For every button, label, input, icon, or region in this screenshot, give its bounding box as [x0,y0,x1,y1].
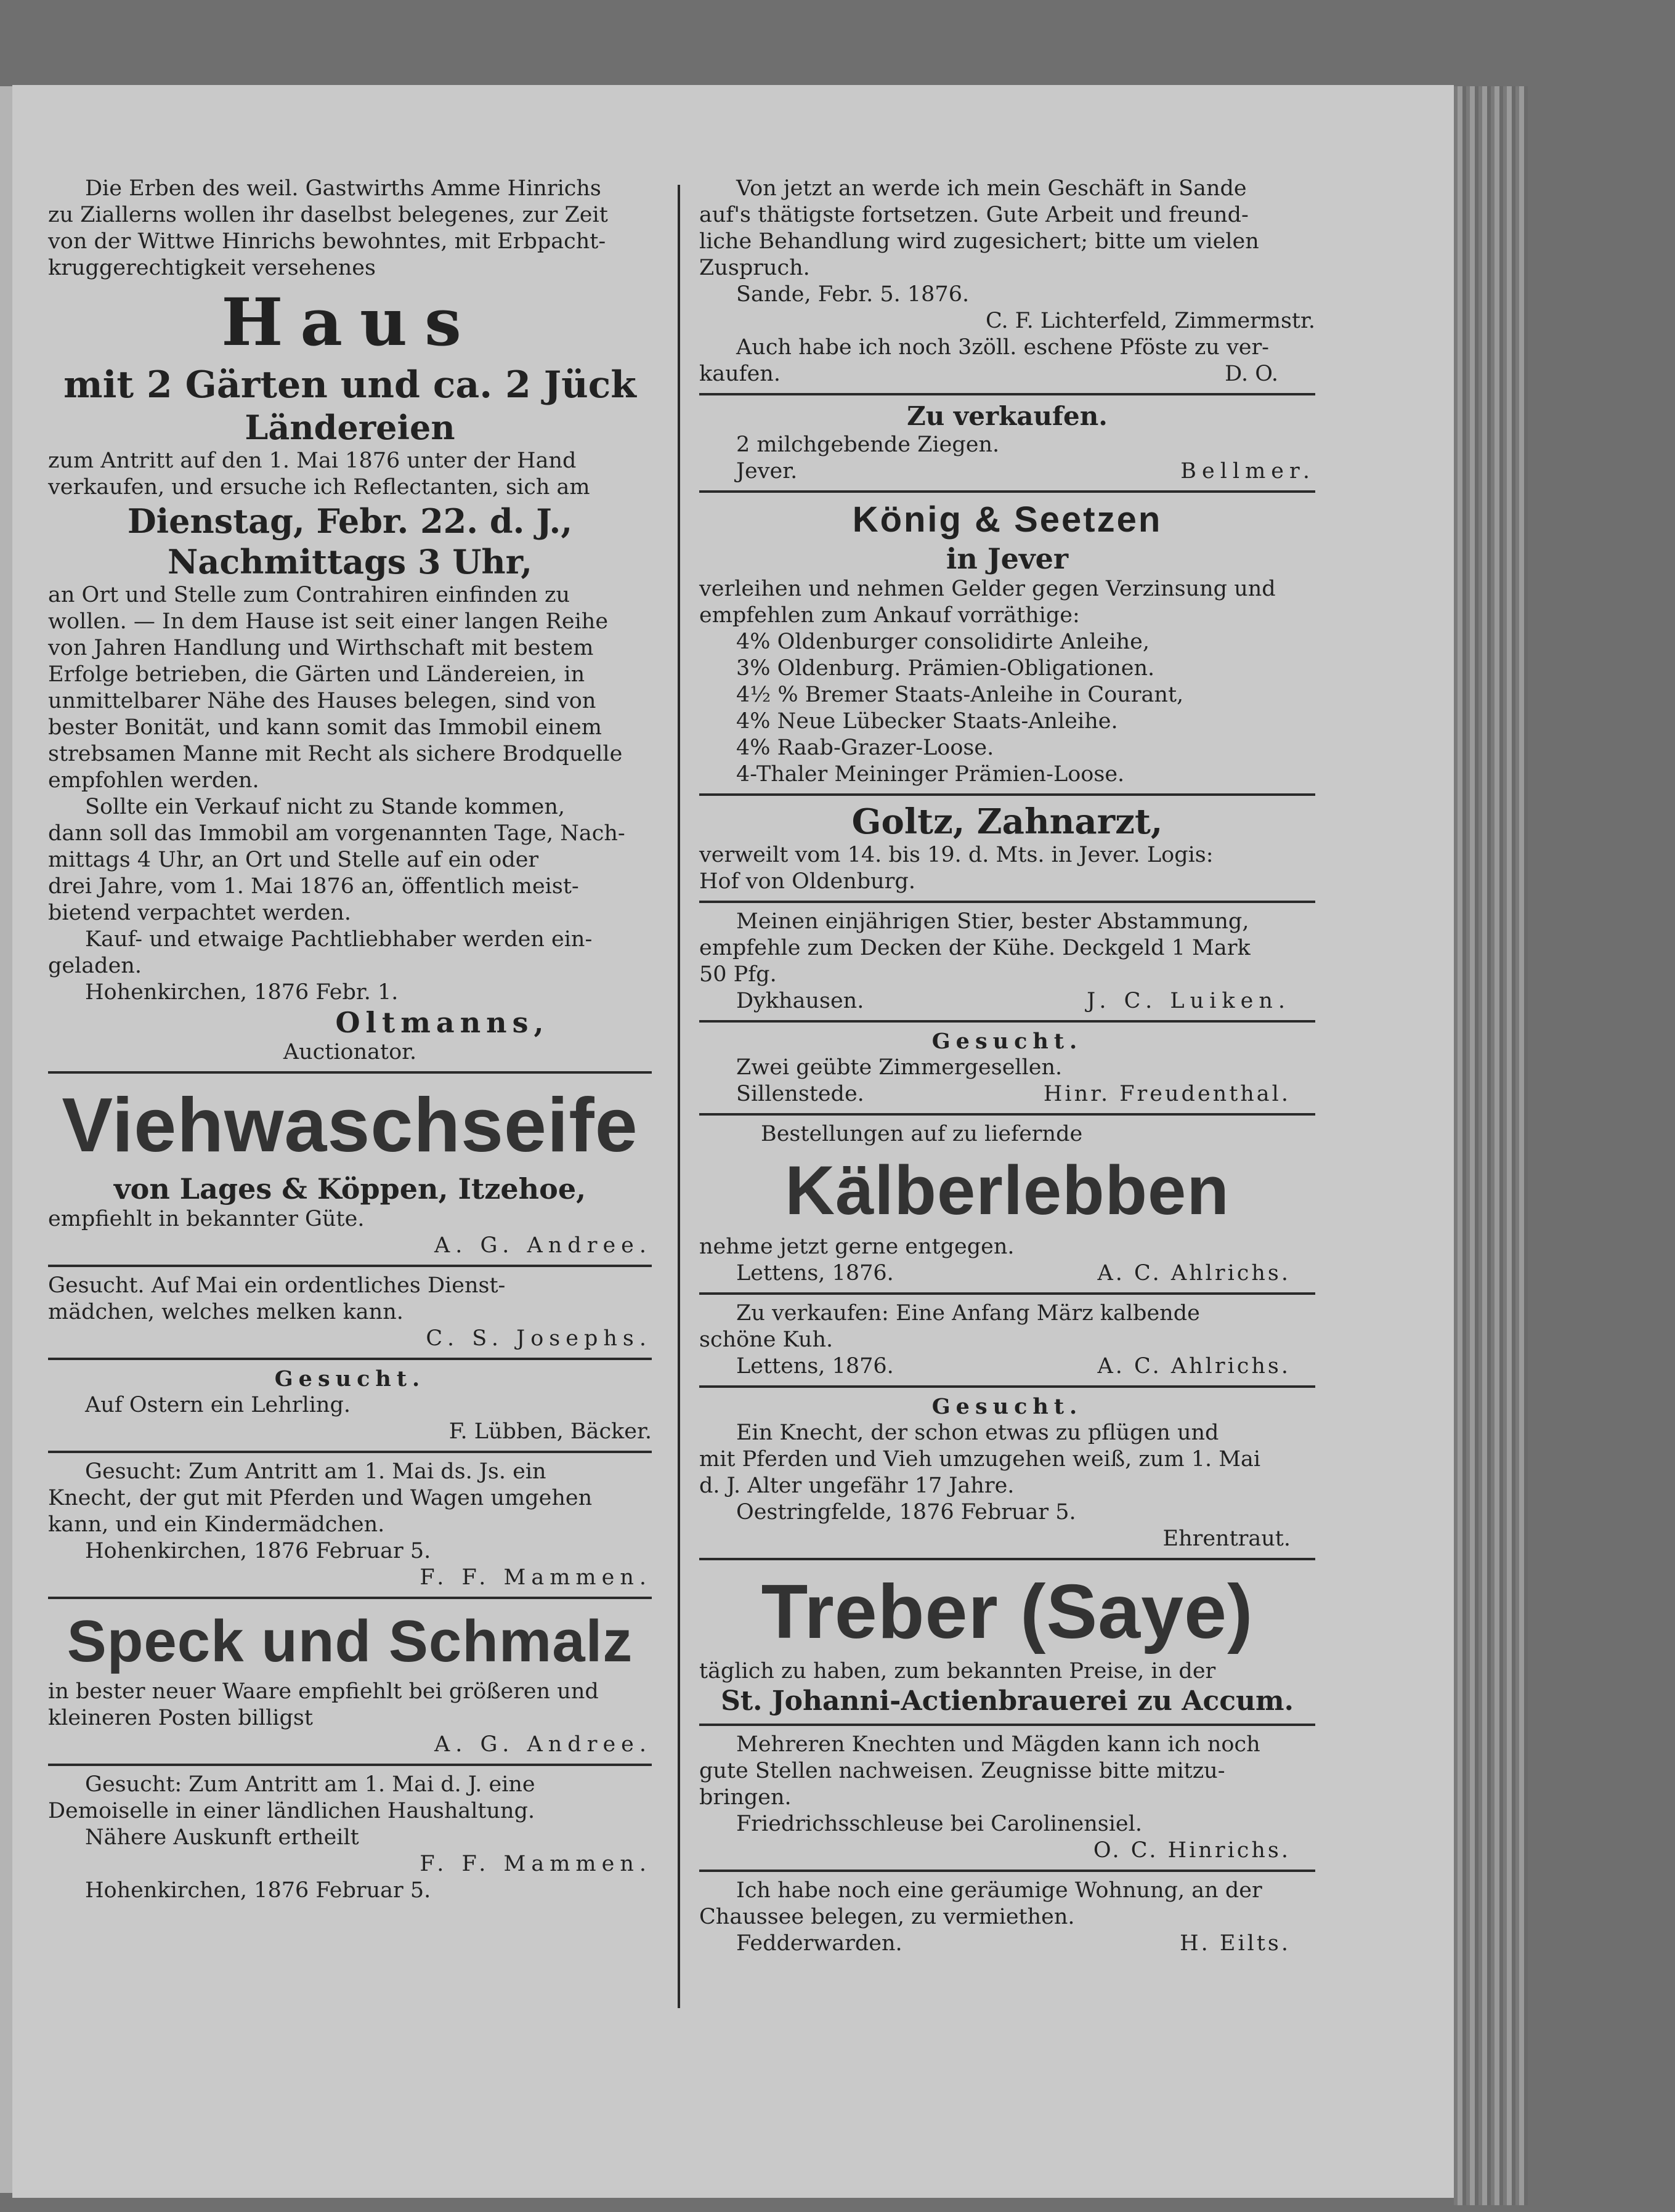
place: Lettens, 1876. [736,1354,894,1379]
place: Friedrichsschleuse bei Carolinensiel. [736,1812,1142,1836]
text-line: Gesucht: Zum Antritt am 1. Mai ds. Js. ein [85,1459,546,1484]
text-line: gute Stellen nachweisen. Zeugnisse bitte mitzu- [699,1759,1225,1783]
signer: C. F. Lichterfeld, Zimmermstr. [985,309,1315,333]
column-divider [678,185,680,2008]
place: Lettens, 1876. [736,1261,894,1286]
text-line: kaufen. [699,362,781,386]
text-line: bester Bonität, und kann somit das Immobil einem [48,715,602,740]
place: Sillenstede. [736,1082,864,1106]
signer: A. G. Andree. [434,1233,652,1258]
auction-date: Dienstag, Febr. 22. d. J., [127,501,573,541]
signature-row [699,458,1315,485]
list-item: 4½ % Bremer Staats-Anleihe in Courant, [736,683,1184,707]
text-line: Auch habe ich noch 3zöll. eschene Pföste zu ver- [736,335,1270,360]
signer: J. C. Luiken. [1087,989,1291,1013]
list-item: 4% Oldenburger consolidirte Anleihe, [736,630,1150,654]
ad-title: Gesucht. [931,1394,1083,1419]
signature-row [699,988,1315,1015]
list-item: 3% Oldenburg. Prämien-Obligationen. [736,656,1155,681]
headline-speck-schmalz: Speck und Schmalz [67,1608,633,1674]
text-line: Zuspruch. [699,256,810,280]
text-line: täglich zu haben, zum bekannten Preise, in der [699,1659,1216,1683]
signer: A. C. Ahlrichs. [1097,1261,1291,1286]
text-line: Nähere Auskunft ertheilt [85,1825,359,1850]
divider [699,490,1315,493]
text-line: in bester neuer Waare empfiehlt bei größeren und [48,1679,599,1704]
ad-demoiselle [48,1772,652,1904]
subheadline: St. Johanni-Actienbrauerei zu Accum. [721,1685,1294,1717]
divider [699,1292,1315,1295]
text-line: empfohlen werden. [48,768,259,793]
headline-viehwaschseife: Viehwaschseife [62,1083,638,1168]
ad-haus [48,176,652,1066]
headline-koenig-seetzen: König & Seetzen [852,500,1162,540]
signer: Bellmer. [1180,459,1315,484]
text-line: drei Jahre, vom 1. Mai 1876 an, öffentlich meist- [48,874,579,899]
ad-dienstmaedchen [48,1273,652,1352]
list-item: 4-Thaler Meininger Prämien-Loose. [736,762,1125,787]
signer: F. F. Mammen. [420,1565,652,1590]
text-line: auf's thätigste fortsetzen. Gute Arbeit und freund- [699,203,1249,227]
divider [699,1558,1315,1560]
ad-stier [699,909,1315,1015]
signer: A. C. Ahlrichs. [1097,1354,1291,1379]
divider [48,1451,652,1453]
signer: D. O. [1225,362,1278,386]
right-column [699,176,1315,1957]
ad-wohnung [699,1878,1315,1957]
text-line: strebsamen Manne mit Recht als sichere Brodquelle [48,742,623,766]
signer: H. Eilts. [1180,1931,1291,1956]
ad-knecht-oestringfelde [699,1393,1315,1552]
text-line: zu Ziallerns wollen ihr daselbst belegenes, zur Zeit [48,203,608,227]
ad-zimmergesellen [699,1028,1315,1108]
ad-title: Gesucht. [931,1029,1083,1054]
divider [699,1385,1315,1388]
text-line: von der Wittwe Hinrichs bewohntes, mit Erbpacht- [48,229,606,254]
text-line: an Ort und Stelle zum Contrahiren einfinden zu [48,583,570,607]
ad-kaelberlebben [699,1121,1315,1287]
signer: A. G. Andree. [434,1732,652,1757]
signature-row [699,1930,1315,1957]
auction-time: Nachmittags 3 Uhr, [167,542,533,581]
ad-koenig-seetzen [699,498,1315,788]
divider [48,1265,652,1267]
divider [699,793,1315,796]
place: Dykhausen. [736,989,864,1013]
place: Fedderwarden. [736,1931,902,1956]
text-line: geladen. [48,954,142,978]
text-line: schöne Kuh. [699,1327,833,1352]
text-line: Gesucht: Zum Antritt am 1. Mai d. J. eine [85,1772,535,1797]
subheadline: Ländereien [245,408,455,447]
text-line: Bestellungen auf zu liefernde [761,1122,1083,1146]
signer: Ehrentraut. [1162,1526,1291,1551]
text-line: Erfolge betrieben, die Gärten und Ländereien, in [48,662,585,687]
text-line: empfehlen zum Ankauf vorräthige: [699,603,1080,628]
text-line: bietend verpachtet werden. [48,901,351,925]
ad-stellen [699,1732,1315,1864]
text-line: Meinen einjährigen Stier, bester Abstammung, [736,909,1249,934]
subheadline: mit 2 Gärten und ca. 2 Jück [63,363,636,407]
text-line: dann soll das Immobil am vorgenannten Tage, Nach- [48,821,625,846]
text-line: verkaufen, und ersuche ich Reflectanten, sich am [48,475,590,500]
ad-zahnarzt [699,801,1315,895]
headline-haus: Haus [221,283,479,360]
divider [699,1870,1315,1872]
text-line: Mehreren Knechten und Mägden kann ich noch [736,1732,1260,1757]
text-line: 50 Pfg. [699,962,777,987]
place-date: Hohenkirchen, 1876 Febr. 1. [85,980,399,1005]
ad-viehwaschseife [48,1079,652,1259]
signer: C. S. Josephs. [426,1326,652,1351]
text-line: 2 milchgebende Ziegen. [736,432,1000,457]
signer: Hinr. Freudenthal. [1043,1082,1291,1106]
signature-row [699,361,1315,387]
divider [699,1724,1315,1726]
text-line: mittags 4 Uhr, an Ort und Stelle auf ein oder [48,848,539,872]
text-line: Chaussee belegen, zu vermiethen. [699,1905,1075,1929]
left-column [48,176,652,1904]
list-item: 4% Raab-Grazer-Loose. [736,735,994,760]
text-line: Hof von Oldenburg. [699,869,915,894]
text-line: Knecht, der gut mit Pferden und Wagen umgehen [48,1486,593,1510]
text-line: Kauf- und etwaige Pachtliebhaber werden ein- [85,927,593,952]
ad-knecht [48,1459,652,1591]
book-spine-edge [1454,86,1528,2205]
text-line: bringen. [699,1785,792,1810]
subheadline: von Lages & Köppen, Itzehoe, [113,1172,586,1205]
place: Jever. [736,459,798,484]
signer-role: Auctionator. [283,1040,417,1064]
divider [699,901,1315,903]
divider [699,1020,1315,1023]
ad-ziegen [699,401,1315,485]
signature-row [699,1081,1315,1108]
divider [699,1113,1315,1116]
text-line: Die Erben des weil. Gastwirths Amme Hinrichs [85,176,601,201]
ad-speck-schmalz [48,1605,652,1758]
place-date: Hohenkirchen, 1876 Februar 5. [85,1539,431,1563]
place-date: Sande, Febr. 5. 1876. [736,282,970,307]
text-line: Ein Knecht, der schon etwas zu pflügen und [736,1420,1219,1445]
signature-row [699,1353,1315,1380]
list-item: 4% Neue Lübecker Staats-Anleihe. [736,709,1118,734]
text-line: zum Antritt auf den 1. Mai 1876 unter der Hand [48,448,577,473]
signer: Oltmanns, [335,1006,550,1039]
headline-treber: Treber (Saye) [761,1570,1254,1655]
text-line: Sollte ein Verkauf nicht zu Stande kommen, [85,795,566,819]
text-line: d. J. Alter ungefähr 17 Jahre. [699,1473,1015,1498]
place-date: Hohenkirchen, 1876 Februar 5. [85,1878,431,1903]
text-line: kann, und ein Kindermädchen. [48,1512,385,1537]
text-line: Von jetzt an werde ich mein Geschäft in Sande [736,176,1247,201]
ad-title: Zu verkaufen. [907,401,1108,431]
ad-kuh [699,1300,1315,1380]
subheadline: in Jever [946,542,1069,575]
text-line: nehme jetzt gerne entgegen. [699,1234,1015,1259]
ad-lehrling [48,1366,652,1445]
divider [48,1597,652,1599]
text-line: mädchen, welches melken kann. [48,1300,404,1324]
text-line: verleihen und nehmen Gelder gegen Verzinsung und [699,577,1276,601]
divider [699,393,1315,395]
text-line: liche Behandlung wird zugesichert; bitte um vielen [699,229,1259,254]
text-line: verweilt vom 14. bis 19. d. Mts. in Jever. Logis: [699,843,1214,867]
signer: F. Lübben, Bäcker. [448,1419,652,1444]
signer: F. F. Mammen. [420,1852,652,1876]
divider [48,1071,652,1074]
signature-row [699,1260,1315,1287]
text-line: Zwei geübte Zimmergesellen. [736,1055,1063,1080]
text-line: Auf Ostern ein Lehrling. [85,1393,351,1417]
text-line: Demoiselle in einer ländlichen Haushaltung. [48,1799,535,1823]
text-line: Ich habe noch eine geräumige Wohnung, an der [736,1878,1262,1903]
text-line: empfehle zum Decken der Kühe. Deckgeld 1 Mark [699,936,1251,960]
headline-zahnarzt: Goltz, Zahnarzt, [851,801,1163,842]
ad-treber [699,1566,1315,1718]
ad-geschaeft [699,176,1315,387]
divider [48,1764,652,1766]
signer: O. C. Hinrichs. [1093,1838,1291,1863]
text-line: von Jahren Handlung und Wirthschaft mit bestem [48,636,594,660]
text-line: Zu verkaufen: Eine Anfang März kalbende [736,1301,1200,1326]
text-line: Gesucht. Auf Mai ein ordentliches Dienst- [48,1273,506,1298]
ad-title: Gesucht. [274,1366,426,1392]
place-date: Oestringfelde, 1876 Februar 5. [736,1500,1076,1525]
text-line: kleineren Posten billigst [48,1706,313,1730]
text-line: mit Pferden und Vieh umzugehen weiß, zum 1. Mai [699,1447,1261,1472]
headline-kaelberlebben: Kälberlebben [785,1152,1230,1229]
text-line: empfiehlt in bekannter Güte. [48,1207,365,1231]
text-line: kruggerechtigkeit versehenes [48,256,376,280]
text-line: unmittelbarer Nähe des Hauses belegen, sind von [48,689,596,713]
divider [48,1358,652,1360]
text-line: wollen. — In dem Hause ist seit einer langen Reihe [48,609,609,634]
